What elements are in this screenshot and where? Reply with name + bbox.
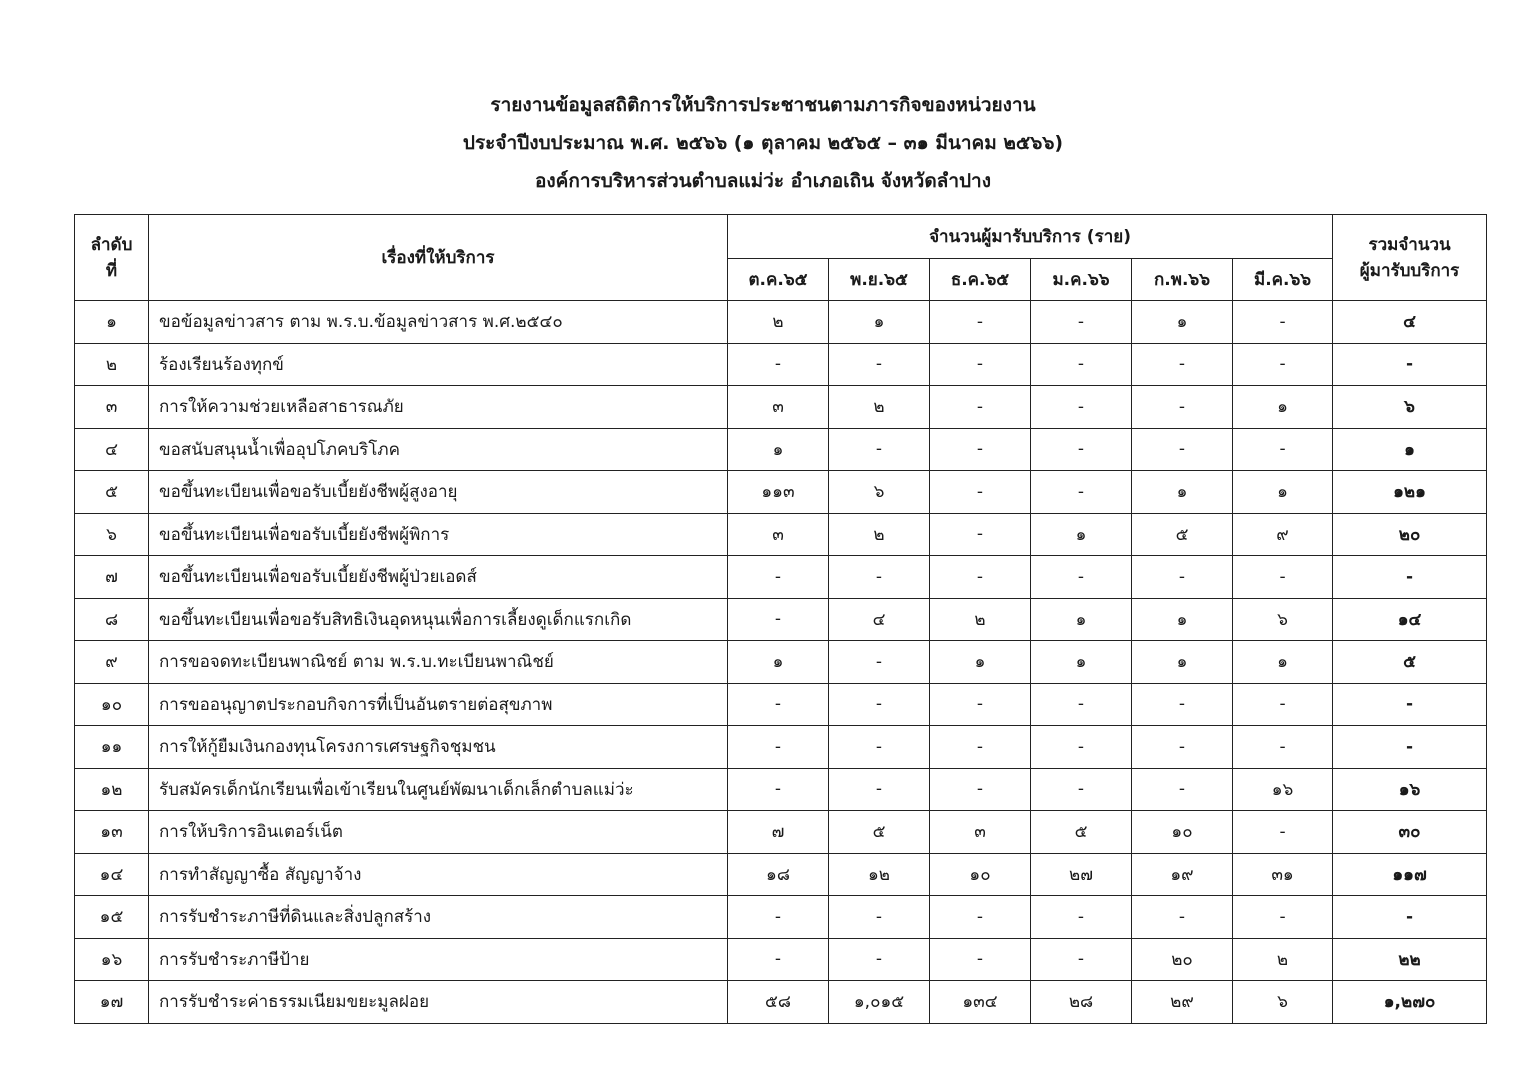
row-index: ๑๒ — [75, 768, 149, 811]
month-value: ๑ — [1031, 641, 1132, 684]
row-index: ๖ — [75, 513, 149, 556]
month-value: - — [829, 938, 930, 981]
month-value: - — [1233, 428, 1333, 471]
month-value: ๓ — [728, 386, 829, 429]
month-value: ๓ — [728, 513, 829, 556]
month-value: - — [728, 556, 829, 599]
month-value: - — [1031, 938, 1132, 981]
month-value: ๓ — [930, 811, 1031, 854]
month-value: - — [829, 641, 930, 684]
row-total: - — [1333, 896, 1487, 939]
month-value: - — [1233, 343, 1333, 386]
month-value: - — [728, 896, 829, 939]
month-value: ๒ — [829, 386, 930, 429]
row-index: ๘ — [75, 598, 149, 641]
month-value: - — [728, 938, 829, 981]
row-total: - — [1333, 726, 1487, 769]
month-value: ๒ — [1233, 938, 1333, 981]
row-total: ๑๔ — [1333, 598, 1487, 641]
month-group-header: จำนวนผู้มารับบริการ (ราย) — [728, 215, 1333, 259]
report-header — [0, 86, 1526, 200]
month-value: - — [1031, 471, 1132, 514]
month-value: ๑ — [728, 428, 829, 471]
month-value: ๑ — [728, 641, 829, 684]
month-value: - — [829, 683, 930, 726]
row-total: - — [1333, 343, 1487, 386]
row-index: ๑๐ — [75, 683, 149, 726]
table-row — [75, 811, 1487, 854]
month-value: - — [1132, 683, 1233, 726]
row-index: ๓ — [75, 386, 149, 429]
month-value: ๑ — [1031, 598, 1132, 641]
month-value: ๑ — [1233, 386, 1333, 429]
month-value: - — [1233, 556, 1333, 599]
month-value: - — [930, 896, 1031, 939]
month-value: ๑ — [1031, 513, 1132, 556]
month-value: ๙ — [1233, 513, 1333, 556]
total-header-line2: ผู้มารับบริการ — [1359, 260, 1460, 281]
month-value: - — [728, 598, 829, 641]
month-value: - — [1132, 386, 1233, 429]
month-value: - — [829, 343, 930, 386]
row-index: ๑๑ — [75, 726, 149, 769]
month-value: ๒ — [930, 598, 1031, 641]
month-value: - — [728, 726, 829, 769]
row-total: ๒๒ — [1333, 938, 1487, 981]
row-total: ๓๐ — [1333, 811, 1487, 854]
row-index: ๕ — [75, 471, 149, 514]
report-period: ประจำปีงบประมาณ พ.ศ. ๒๕๖๖ (๑ ตุลาคม ๒๕๖๕ – ๓๑ มีนาคม ๒๕๖๖) — [462, 132, 1064, 154]
row-index: ๙ — [75, 641, 149, 684]
month-value: - — [930, 683, 1031, 726]
month-value: - — [930, 556, 1031, 599]
row-index: ๒ — [75, 343, 149, 386]
row-index: ๑ — [75, 301, 149, 344]
row-total: ๑๖ — [1333, 768, 1487, 811]
table-row — [75, 641, 1487, 684]
month-value: ๑ — [1233, 641, 1333, 684]
month-value: - — [930, 301, 1031, 344]
month-value: - — [728, 768, 829, 811]
month-value: ๑๘ — [728, 853, 829, 896]
service-name: การรับชำระภาษีป้าย — [149, 938, 728, 981]
total-header-line1: รวมจำนวน — [1368, 234, 1451, 255]
month-value: - — [930, 471, 1031, 514]
month-value: - — [1233, 683, 1333, 726]
month-value: ๑๓๔ — [930, 981, 1031, 1024]
month-value: ๑ — [1132, 471, 1233, 514]
table-row — [75, 726, 1487, 769]
row-index: ๑๓ — [75, 811, 149, 854]
month-header: ต.ค.๖๕ — [728, 259, 829, 301]
month-value: - — [1233, 726, 1333, 769]
month-value: ๖ — [1233, 981, 1333, 1024]
month-value: ๑ — [1132, 598, 1233, 641]
month-value: ๒๗ — [1031, 853, 1132, 896]
service-name: การทำสัญญาซื้อ สัญญาจ้าง — [149, 853, 728, 896]
row-index: ๑๔ — [75, 853, 149, 896]
row-total: ๖ — [1333, 386, 1487, 429]
service-name: ขอขึ้นทะเบียนเพื่อขอรับเบี้ยยังชีพผู้ป่วยเอดส์ — [149, 556, 728, 599]
service-name: การให้กู้ยืมเงินกองทุนโครงการเศรษฐกิจชุมชน — [149, 726, 728, 769]
month-value: - — [1031, 386, 1132, 429]
service-name: ขอขึ้นทะเบียนเพื่อขอรับเบี้ยยังชีพผู้พิการ — [149, 513, 728, 556]
month-value: - — [728, 683, 829, 726]
month-value: - — [1233, 811, 1333, 854]
row-index: ๑๕ — [75, 896, 149, 939]
service-name: ขอขึ้นทะเบียนเพื่อขอรับเบี้ยยังชีพผู้สูงอายุ — [149, 471, 728, 514]
row-total: ๑,๒๗๐ — [1333, 981, 1487, 1024]
total-header — [1333, 215, 1487, 301]
month-value: ๒ — [829, 513, 930, 556]
month-value: - — [1132, 726, 1233, 769]
month-value: ๕๘ — [728, 981, 829, 1024]
index-header-line1: ลำดับ — [90, 234, 133, 255]
month-value: ๒๙ — [1132, 981, 1233, 1024]
month-value: ๑ — [1132, 641, 1233, 684]
month-header: พ.ย.๖๕ — [829, 259, 930, 301]
month-value: ๖ — [829, 471, 930, 514]
month-value: - — [1031, 726, 1132, 769]
month-value: - — [829, 556, 930, 599]
table-row — [75, 981, 1487, 1024]
month-value: ๔ — [829, 598, 930, 641]
service-name: ขอข้อมูลข่าวสาร ตาม พ.ร.บ.ข้อมูลข่าวสาร พ.ศ.๒๕๔๐ — [149, 301, 728, 344]
service-statistics-table — [74, 214, 1487, 1024]
row-index: ๑๖ — [75, 938, 149, 981]
row-index: ๗ — [75, 556, 149, 599]
month-value: - — [1132, 556, 1233, 599]
table-row — [75, 386, 1487, 429]
month-value: ๑ — [930, 641, 1031, 684]
month-value: - — [829, 428, 930, 471]
month-value: - — [1132, 768, 1233, 811]
table-row — [75, 938, 1487, 981]
index-header — [75, 215, 149, 301]
row-total: - — [1333, 683, 1487, 726]
row-total: ๑ — [1333, 428, 1487, 471]
service-name: ขอขึ้นทะเบียนเพื่อขอรับสิทธิเงินอุดหนุนเพื่อการเลี้ยงดูเด็กแรกเกิด — [149, 598, 728, 641]
month-value: ๑๒ — [829, 853, 930, 896]
row-total: ๒๐ — [1333, 513, 1487, 556]
month-value: ๗ — [728, 811, 829, 854]
month-value: - — [1132, 428, 1233, 471]
row-total: - — [1333, 556, 1487, 599]
month-value: ๒ — [728, 301, 829, 344]
table-row — [75, 853, 1487, 896]
row-total: ๑๒๑ — [1333, 471, 1487, 514]
month-value: ๑ — [1233, 471, 1333, 514]
month-value: - — [829, 768, 930, 811]
service-name: รับสมัครเด็กนักเรียนเพื่อเข้าเรียนในศูนย์พัฒนาเด็กเล็กตำบลแม่ว่ะ — [149, 768, 728, 811]
row-index: ๑๗ — [75, 981, 149, 1024]
month-value: ๕ — [1031, 811, 1132, 854]
month-value: - — [930, 386, 1031, 429]
table-row — [75, 343, 1487, 386]
report-organization: องค์การบริหารส่วนตำบลแม่ว่ะ อำเภอเถิน จังหวัดลำปาง — [534, 170, 992, 192]
month-value: - — [1031, 301, 1132, 344]
table-row — [75, 598, 1487, 641]
table-row — [75, 768, 1487, 811]
month-value: ๓๑ — [1233, 853, 1333, 896]
month-value: ๒๘ — [1031, 981, 1132, 1024]
month-header: ธ.ค.๖๕ — [930, 259, 1031, 301]
month-value: - — [1233, 896, 1333, 939]
month-value: - — [1132, 896, 1233, 939]
month-value: - — [1233, 301, 1333, 344]
service-name: การให้ความช่วยเหลือสาธารณภัย — [149, 386, 728, 429]
service-name: การรับชำระภาษีที่ดินและสิ่งปลูกสร้าง — [149, 896, 728, 939]
report-title: รายงานข้อมูลสถิติการให้บริการประชาชนตามภารกิจของหน่วยงาน — [490, 94, 1036, 116]
table-row — [75, 301, 1487, 344]
month-value: ๑๖ — [1233, 768, 1333, 811]
month-value: - — [1031, 343, 1132, 386]
row-total: ๔ — [1333, 301, 1487, 344]
month-value: - — [829, 726, 930, 769]
month-header: มี.ค.๖๖ — [1233, 259, 1333, 301]
month-value: - — [930, 768, 1031, 811]
month-value: ๑,๐๑๕ — [829, 981, 930, 1024]
service-header: เรื่องที่ให้บริการ — [149, 215, 728, 301]
month-value: - — [930, 343, 1031, 386]
service-name: ร้องเรียนร้องทุกข์ — [149, 343, 728, 386]
month-header: ม.ค.๖๖ — [1031, 259, 1132, 301]
month-value: ๑๐ — [930, 853, 1031, 896]
month-value: - — [1132, 343, 1233, 386]
month-value: - — [1031, 683, 1132, 726]
row-total: ๕ — [1333, 641, 1487, 684]
table-row — [75, 896, 1487, 939]
month-value: ๕ — [1132, 513, 1233, 556]
service-name: ขอสนับสนุนน้ำเพื่ออุปโภคบริโภค — [149, 428, 728, 471]
service-name: การขออนุญาตประกอบกิจการที่เป็นอันตรายต่อสุขภาพ — [149, 683, 728, 726]
month-value: - — [728, 343, 829, 386]
month-value: - — [1031, 556, 1132, 599]
month-value: ๑๐ — [1132, 811, 1233, 854]
row-index: ๔ — [75, 428, 149, 471]
table-row — [75, 513, 1487, 556]
table-row — [75, 683, 1487, 726]
row-total: ๑๑๗ — [1333, 853, 1487, 896]
month-value: - — [930, 428, 1031, 471]
month-value: ๑ — [1132, 301, 1233, 344]
month-value: - — [1031, 896, 1132, 939]
month-value: ๕ — [829, 811, 930, 854]
month-value: - — [930, 726, 1031, 769]
month-value: - — [1031, 428, 1132, 471]
month-value: - — [1031, 768, 1132, 811]
month-value: ๑ — [829, 301, 930, 344]
month-value: - — [930, 513, 1031, 556]
month-value: - — [829, 896, 930, 939]
index-header-line2: ที่ — [105, 260, 118, 281]
month-value: - — [930, 938, 1031, 981]
month-value: ๑๙ — [1132, 853, 1233, 896]
month-value: ๑๑๓ — [728, 471, 829, 514]
month-value: ๒๐ — [1132, 938, 1233, 981]
table-row — [75, 428, 1487, 471]
service-name: การรับชำระค่าธรรมเนียมขยะมูลฝอย — [149, 981, 728, 1024]
month-value: ๖ — [1233, 598, 1333, 641]
service-name: การขอจดทะเบียนพาณิชย์ ตาม พ.ร.บ.ทะเบียนพาณิชย์ — [149, 641, 728, 684]
service-name: การให้บริการอินเตอร์เน็ต — [149, 811, 728, 854]
table-row — [75, 556, 1487, 599]
month-header: ก.พ.๖๖ — [1132, 259, 1233, 301]
table-row — [75, 471, 1487, 514]
